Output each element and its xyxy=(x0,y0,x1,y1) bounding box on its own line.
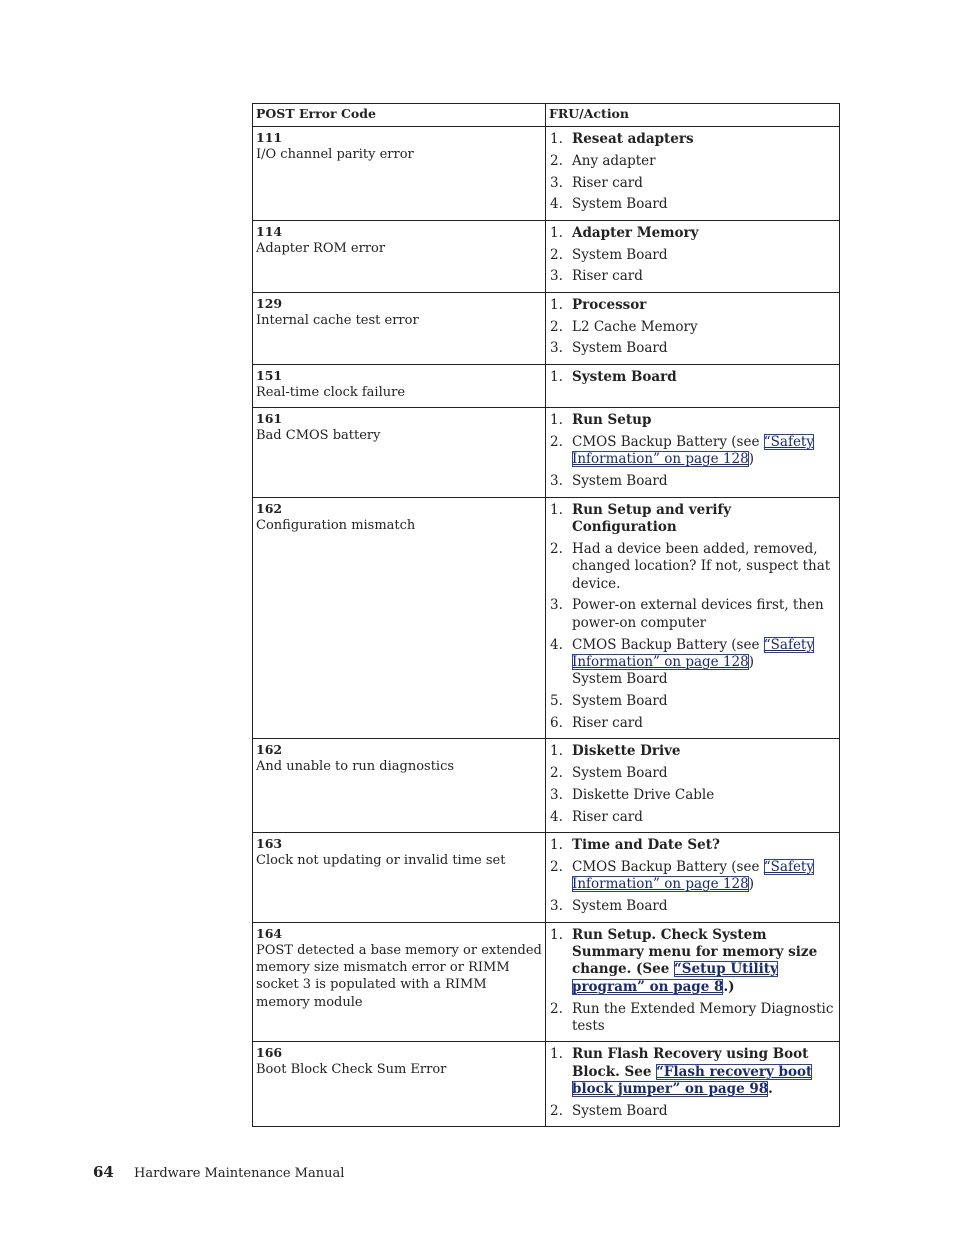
action-list xyxy=(550,743,835,826)
action-text: System Board xyxy=(572,473,668,490)
page-number: 64 xyxy=(93,1163,114,1181)
action-text: System Board xyxy=(572,368,677,385)
error-description: Internal cache test error xyxy=(256,312,419,328)
error-description: Bad CMOS battery xyxy=(256,428,381,444)
table-row xyxy=(253,833,839,922)
action-number: 1. xyxy=(550,296,563,313)
action-list xyxy=(550,369,835,386)
action-number: 4. xyxy=(550,196,563,213)
action-number: 2. xyxy=(550,1000,563,1017)
action-item xyxy=(550,1001,835,1036)
action-item xyxy=(550,637,835,689)
footer-title: Hardware Maintenance Manual xyxy=(134,1166,345,1181)
action-list xyxy=(550,837,835,915)
action-item xyxy=(550,597,835,632)
action-text: CMOS Backup Battery (see xyxy=(572,636,764,653)
cross-reference-link[interactable]: “Safety Information” on page 128 xyxy=(572,636,814,671)
action-text-wrap xyxy=(572,297,835,314)
error-code-cell xyxy=(253,408,546,496)
action-text-wrap xyxy=(572,153,835,170)
action-list xyxy=(550,502,835,733)
action-item xyxy=(550,927,835,997)
error-description: Clock not updating or invalid time set xyxy=(256,853,506,869)
fru-action-cell xyxy=(546,923,839,1042)
action-item xyxy=(550,859,835,894)
action-text-suffix: ) xyxy=(748,654,754,671)
action-item xyxy=(550,369,835,386)
table-row xyxy=(253,293,839,365)
cross-reference-link[interactable]: “Flash recovery boot block jumper” on page 98 xyxy=(572,1063,813,1098)
action-text: Riser card xyxy=(572,808,643,825)
action-text-wrap xyxy=(572,597,835,632)
action-number: 2. xyxy=(550,246,563,263)
error-code-cell xyxy=(253,365,546,407)
action-text-wrap xyxy=(572,715,835,732)
action-number: 2. xyxy=(550,540,563,557)
action-list xyxy=(550,297,835,358)
action-text: Time and Date Set? xyxy=(572,837,720,854)
error-code-cell xyxy=(253,221,546,292)
action-number: 1. xyxy=(550,224,563,241)
error-code-cell xyxy=(253,498,546,739)
action-item xyxy=(550,715,835,732)
action-text-wrap xyxy=(572,175,835,192)
action-list xyxy=(550,131,835,214)
action-text: Run the Extended Memory Diagnostic tests xyxy=(572,1000,834,1035)
action-item xyxy=(550,153,835,170)
table-row xyxy=(253,365,839,408)
error-code: 164 xyxy=(256,925,283,941)
error-code: 129 xyxy=(256,295,283,311)
action-item xyxy=(550,340,835,357)
error-code: 162 xyxy=(256,500,283,516)
action-text: Adapter Memory xyxy=(572,224,699,241)
action-text: Processor xyxy=(572,296,647,313)
post-error-table xyxy=(252,103,840,1127)
action-text-wrap xyxy=(572,787,835,804)
table-row xyxy=(253,498,839,740)
action-item xyxy=(550,247,835,264)
action-number: 1. xyxy=(550,501,563,518)
action-item xyxy=(550,131,835,148)
action-text: Reseat adapters xyxy=(572,131,694,147)
action-number: 3. xyxy=(550,268,563,285)
action-item xyxy=(550,175,835,192)
fru-action-cell xyxy=(546,1042,839,1126)
action-text-wrap xyxy=(572,693,835,710)
action-number: 3. xyxy=(550,340,563,357)
error-description: POST detected a base memory or extended memory size mismatch error or RIMM socket 3 is populated with a RIMM memory module xyxy=(256,942,542,1010)
action-text: System Board xyxy=(572,340,668,357)
action-list xyxy=(550,1046,835,1120)
action-item xyxy=(550,268,835,285)
action-item xyxy=(550,787,835,804)
action-item xyxy=(550,743,835,760)
action-number: 1. xyxy=(550,743,563,760)
action-text: System Board xyxy=(572,1103,668,1120)
header-post-error-code: POST Error Code xyxy=(253,104,546,126)
action-list xyxy=(550,927,835,1036)
action-item xyxy=(550,1046,835,1098)
action-number: 2. xyxy=(550,318,563,335)
action-item xyxy=(550,196,835,213)
error-code: 162 xyxy=(256,742,283,758)
action-text-wrap xyxy=(572,473,835,490)
action-text-suffix: . xyxy=(768,1081,773,1098)
action-number: 2. xyxy=(550,859,563,876)
error-description: I/O channel parity error xyxy=(256,147,414,162)
action-text-wrap xyxy=(572,837,835,854)
action-text-wrap xyxy=(572,1001,835,1036)
error-code: 166 xyxy=(256,1045,283,1061)
action-item xyxy=(550,502,835,537)
error-code: 111 xyxy=(256,130,283,145)
action-text: Run Setup and verify Configuration xyxy=(572,501,732,536)
action-text-suffix: ) xyxy=(748,451,754,468)
action-text: System Board xyxy=(572,196,668,213)
error-code-cell xyxy=(253,833,546,921)
action-number: 4. xyxy=(550,636,563,653)
fru-action-cell xyxy=(546,127,839,220)
action-number: 5. xyxy=(550,693,563,710)
action-text-wrap xyxy=(572,225,835,242)
action-text: Riser card xyxy=(572,268,643,285)
error-code-cell xyxy=(253,127,546,220)
error-code: 151 xyxy=(256,367,283,383)
action-text: L2 Cache Memory xyxy=(572,318,698,335)
action-item xyxy=(550,319,835,336)
action-item xyxy=(550,1103,835,1120)
action-text-wrap xyxy=(572,268,835,285)
error-code: 114 xyxy=(256,223,283,239)
action-number: 6. xyxy=(550,715,563,732)
cross-reference-link[interactable]: “Safety Information” on page 128 xyxy=(572,434,814,468)
action-list xyxy=(550,412,835,490)
error-code: 161 xyxy=(256,411,283,427)
action-text-wrap xyxy=(572,247,835,264)
action-number: 2. xyxy=(550,1103,563,1120)
error-description: Real-time clock failure xyxy=(256,384,406,400)
fru-action-cell xyxy=(546,739,839,832)
action-text: CMOS Backup Battery (see xyxy=(572,859,764,876)
action-text-wrap xyxy=(572,898,835,915)
error-code-cell xyxy=(253,923,546,1042)
action-number: 3. xyxy=(550,898,563,915)
action-text-wrap xyxy=(572,369,835,386)
action-item xyxy=(550,809,835,826)
action-text: Power-on external devices first, then power-on computer xyxy=(572,597,824,631)
action-number: 3. xyxy=(550,174,563,191)
action-text-wrap xyxy=(572,809,835,826)
error-code: 163 xyxy=(256,836,283,852)
action-text: Run Setup xyxy=(572,412,652,429)
error-code-cell xyxy=(253,739,546,832)
action-number: 2. xyxy=(550,434,563,450)
action-text-extra: System Board xyxy=(572,671,668,688)
action-text-wrap xyxy=(572,1046,835,1098)
action-item xyxy=(550,541,835,593)
fru-action-cell xyxy=(546,365,839,407)
action-item xyxy=(550,693,835,710)
action-item xyxy=(550,412,835,429)
action-text-wrap xyxy=(572,340,835,357)
table-row xyxy=(253,739,839,833)
action-text: Run Flash Recovery using Boot Block. See xyxy=(572,1046,809,1080)
table-row xyxy=(253,923,839,1043)
action-item xyxy=(550,297,835,314)
action-text-wrap xyxy=(572,319,835,336)
action-text-suffix: .) xyxy=(723,978,735,995)
cross-reference-link[interactable]: “Safety Information” on page 128 xyxy=(572,859,814,893)
action-text-suffix: ) xyxy=(748,876,754,893)
action-number: 3. xyxy=(550,787,563,804)
action-text: Any adapter xyxy=(572,152,656,169)
action-text: System Board xyxy=(572,246,668,263)
action-text: Had a device been added, removed, changed location? If not, suspect that device. xyxy=(572,540,831,592)
action-text: Riser card xyxy=(572,715,643,732)
error-description: Adapter ROM error xyxy=(256,240,386,256)
action-text-wrap xyxy=(572,1103,835,1120)
action-text-wrap xyxy=(572,541,835,593)
action-text: Diskette Drive xyxy=(572,743,681,760)
action-text-wrap xyxy=(572,859,835,894)
action-list xyxy=(550,225,835,286)
action-number: 3. xyxy=(550,473,563,490)
table-row xyxy=(253,221,839,293)
fru-action-cell xyxy=(546,833,839,921)
table-header xyxy=(253,104,839,127)
action-number: 1. xyxy=(550,131,563,147)
action-item xyxy=(550,765,835,782)
action-text-wrap xyxy=(572,434,835,469)
action-text: Riser card xyxy=(572,174,643,191)
action-text: CMOS Backup Battery (see xyxy=(572,434,764,450)
action-text-wrap xyxy=(572,927,835,997)
action-text-wrap xyxy=(572,765,835,782)
action-text-wrap xyxy=(572,743,835,760)
table-row xyxy=(253,408,839,497)
fru-action-cell xyxy=(546,408,839,496)
action-text-wrap xyxy=(572,131,835,148)
action-number: 1. xyxy=(550,368,563,385)
table-row xyxy=(253,1042,839,1126)
fru-action-cell xyxy=(546,293,839,364)
error-code-cell xyxy=(253,293,546,364)
action-text-wrap xyxy=(572,637,835,689)
action-number: 1. xyxy=(550,926,563,943)
fru-action-cell xyxy=(546,498,839,739)
error-code-cell xyxy=(253,1042,546,1126)
action-item xyxy=(550,898,835,915)
action-text: System Board xyxy=(572,765,668,782)
error-description: And unable to run diagnostics xyxy=(256,759,455,775)
action-item xyxy=(550,225,835,242)
action-number: 4. xyxy=(550,808,563,825)
action-text: System Board xyxy=(572,898,668,915)
action-text: System Board xyxy=(572,693,668,710)
table-row xyxy=(253,127,839,221)
action-text-wrap xyxy=(572,502,835,537)
action-number: 1. xyxy=(550,1046,563,1063)
action-number: 3. xyxy=(550,597,563,614)
cross-reference-link[interactable]: “Setup Utility program” on page 8 xyxy=(572,961,778,995)
action-item xyxy=(550,473,835,490)
header-fru-action: FRU/Action xyxy=(549,106,629,121)
action-number: 1. xyxy=(550,837,563,854)
action-number: 1. xyxy=(550,412,563,429)
fru-action-cell xyxy=(546,221,839,292)
error-description: Boot Block Check Sum Error xyxy=(256,1062,447,1078)
action-item xyxy=(550,434,835,469)
action-text: Run Setup. Check System Summary menu for memory size change. (See xyxy=(572,926,818,978)
action-item xyxy=(550,837,835,854)
action-number: 2. xyxy=(550,152,563,169)
action-number: 2. xyxy=(550,765,563,782)
page-footer xyxy=(93,1163,344,1181)
action-text-wrap xyxy=(572,196,835,213)
error-description: Configuration mismatch xyxy=(256,517,416,533)
action-text: Diskette Drive Cable xyxy=(572,787,715,804)
action-text-wrap xyxy=(572,412,835,429)
